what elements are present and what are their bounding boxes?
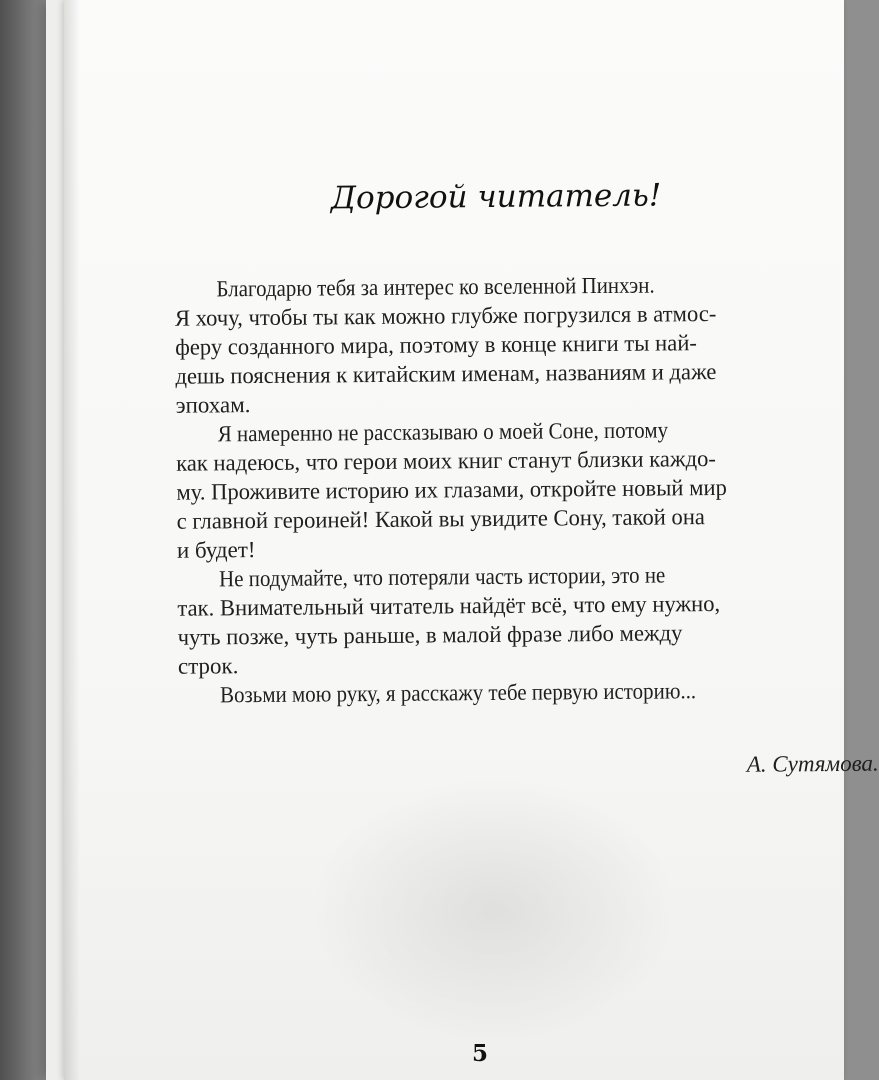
paragraph-three-line-3: чуть позже, чуть раньше, в малой фразе либо между (177, 620, 683, 650)
paragraph-two (176, 414, 803, 564)
soft-photo-shadow (314, 780, 674, 1040)
paragraph-one-line-3: феру созданного мира, поэтому в конце книги ты най- (175, 330, 697, 360)
paragraph-one-line-4: дешь пояснения к китайским именам, названиям и даже (175, 359, 717, 389)
paragraph-three-line-4: строк. (177, 653, 239, 679)
paragraph-three (177, 559, 804, 680)
paragraph-two-line-1: Я намеренно не рассказываю о моей Соне, потому (217, 417, 669, 447)
paragraph-three-line-1: Не подумайте, что потеряли часть истории, это не (218, 562, 666, 592)
paragraph-four (178, 675, 804, 709)
book-page (64, 0, 879, 1080)
author-signature: А. Сутямова. (746, 750, 879, 777)
letter-to-reader (174, 177, 879, 777)
paragraph-one-line-5: эпохам. (175, 392, 251, 418)
paragraph-two-line-4: с главной героиней! Какой вы увидите Сону, такой она (176, 504, 706, 534)
page-title: Дорогой читатель! (330, 177, 662, 217)
paragraph-two-line-5: и будет! (176, 537, 256, 563)
paragraph-four-line-1: Возьми мою руку, я расскажу тебе первую историю... (219, 678, 697, 708)
page-number: 5 (472, 1040, 489, 1067)
paragraph-one (175, 269, 802, 419)
paragraph-one-line-2: Я хочу, чтобы ты как можно глубже погрузился в атмос- (174, 301, 717, 331)
paragraph-three-line-2: так. Внимательный читатель найдёт всё, что ему нужно, (177, 590, 721, 621)
paragraph-two-line-3: му. Проживите историю их глазами, откройте новый мир (176, 474, 727, 505)
paragraph-two-line-2: как надеюсь, что герои моих книг станут близки каждо- (176, 446, 716, 476)
paragraph-one-line-1: Благодарю тебя за интерес ко вселенной Пинхэн. (216, 272, 655, 302)
